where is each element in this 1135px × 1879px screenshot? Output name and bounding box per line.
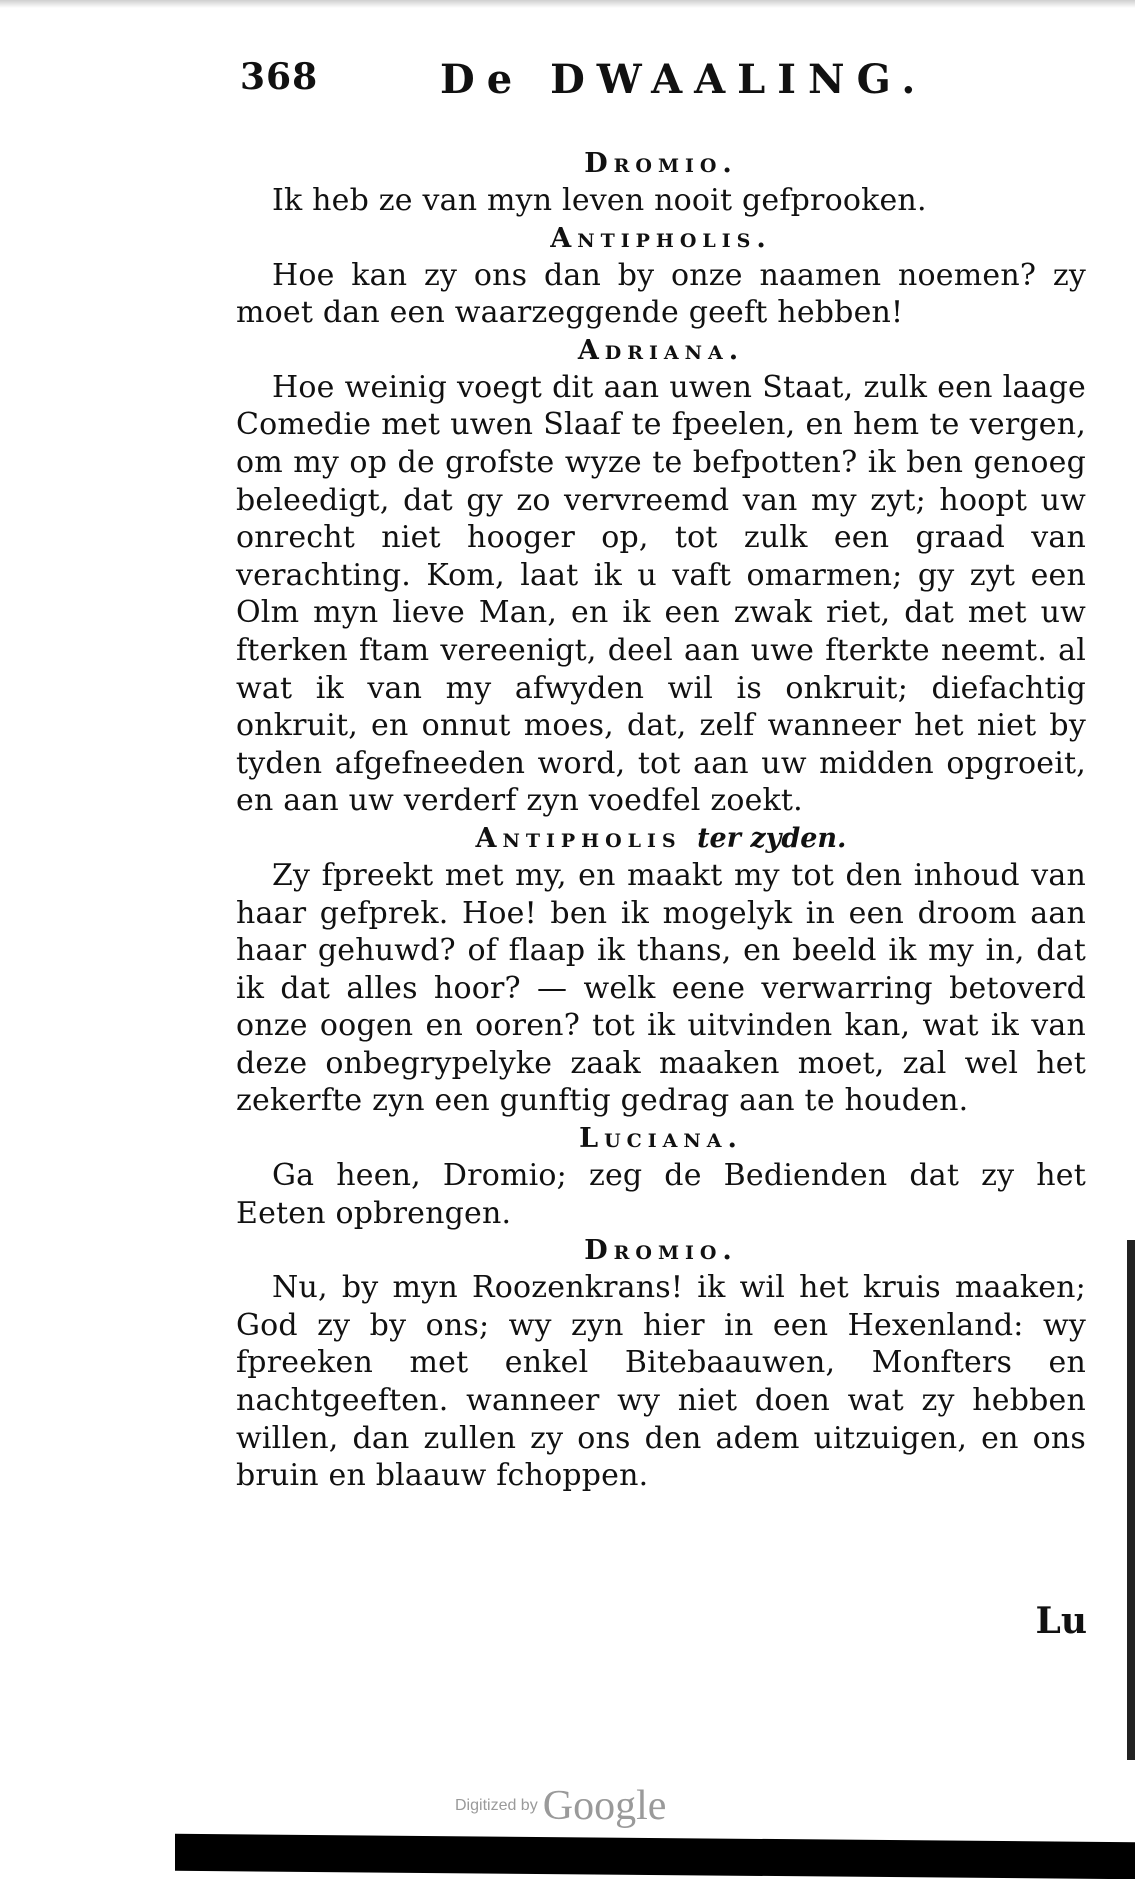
speaker-name: Dromio. — [584, 1235, 738, 1267]
speaker-name: Antipholis. — [550, 222, 772, 254]
watermark-brand: Google — [542, 1783, 667, 1829]
page-number: 368 — [240, 56, 319, 98]
catchword: Lu — [1035, 1600, 1087, 1642]
speaker-heading — [236, 145, 1086, 182]
speaker-heading — [236, 332, 1086, 369]
speech-paragraph: Ik heb ze van myn leven nooit gefprooken. — [272, 183, 927, 218]
scan-edge-shadow — [1127, 1240, 1135, 1760]
digitization-watermark — [455, 1782, 755, 1832]
page-header — [240, 56, 940, 116]
scan-top-edge — [0, 0, 1135, 8]
running-title: De DWAALING. — [440, 56, 928, 103]
speaker-name: Luciana. — [579, 1123, 743, 1155]
speech-paragraph: Nu, by myn Roozenkrans! ik wil het kruis maaken; God zy by ons; wy zyn hier in een Hexenland: wy fpreeken met enkel Bitebaauwen, Monfters en nachtgeeften. wanneer wy niet doen wat zy hebben willen, dan zullen zy ons den adem uitzuigen, en ons bruin en blaauw fchoppen. — [236, 1270, 1086, 1494]
speaker-heading — [236, 1120, 1086, 1157]
speech-paragraph: Ga heen, Dromio; zeg de Bedienden dat zy het Eeten opbrengen. — [236, 1158, 1086, 1231]
speech-paragraph: Hoe weinig voegt dit aan uwen Staat, zulk een laage Comedie met uwen Slaaf te fpeelen, en hem te vergen, om my op de grofste wyze te befpotten? ik ben genoeg beleedigt, dat gy zo vervreemd van my zyt; hoopt uw onrecht niet hooger op, tot zulk een graad van verachting. Kom, laat ik u vaft omarmen; gy zyt een Olm myn lieve Man, en ik een zwak riet, dat met uw fterken ftam vereenigt, deel aan uwe fterkte neemt. al wat ik van my afwyden wil is onkruit; diefachtig onkruit, en onnut moes, dat, zelf wanneer het niet by tyden afgefneeden word, tot aan uw midden opgroeit, en aan uw verderf zyn voedfel zoekt. — [236, 369, 1086, 819]
speaker-name: Dromio. — [584, 148, 738, 179]
speech-paragraph: Zy fpreekt met my, en maakt my tot den inhoud van haar gefprek. Hoe! ben ik mogelyk in een droom aan haar gehuwd? of flaap ik thans, en beeld ik my in, dat ik dat alles hoor? — welk eene verwarring betoverd onze oogen en ooren? tot ik uitvinden kan, wat ik van deze onbegrypelyke zaak maaken moet, zal wel het zekerfte zyn een gunftig gedrag aan te houden. — [236, 857, 1086, 1119]
play-text — [236, 145, 1086, 1625]
scan-bottom-edge — [175, 1834, 1135, 1879]
watermark-prefix: Digitized by — [455, 1797, 538, 1814]
speaker-heading — [236, 220, 1086, 257]
speaker-name: Antipholis — [475, 822, 682, 854]
speaker-name: Adriana. — [577, 334, 745, 366]
stage-direction: ter zyden. — [697, 822, 847, 854]
speech-paragraph: Hoe kan zy ons dan by onze naamen noemen? zy moet dan een waarzeggende geeft hebben! — [236, 257, 1086, 331]
speaker-heading — [236, 820, 1086, 857]
speaker-heading — [236, 1232, 1086, 1269]
